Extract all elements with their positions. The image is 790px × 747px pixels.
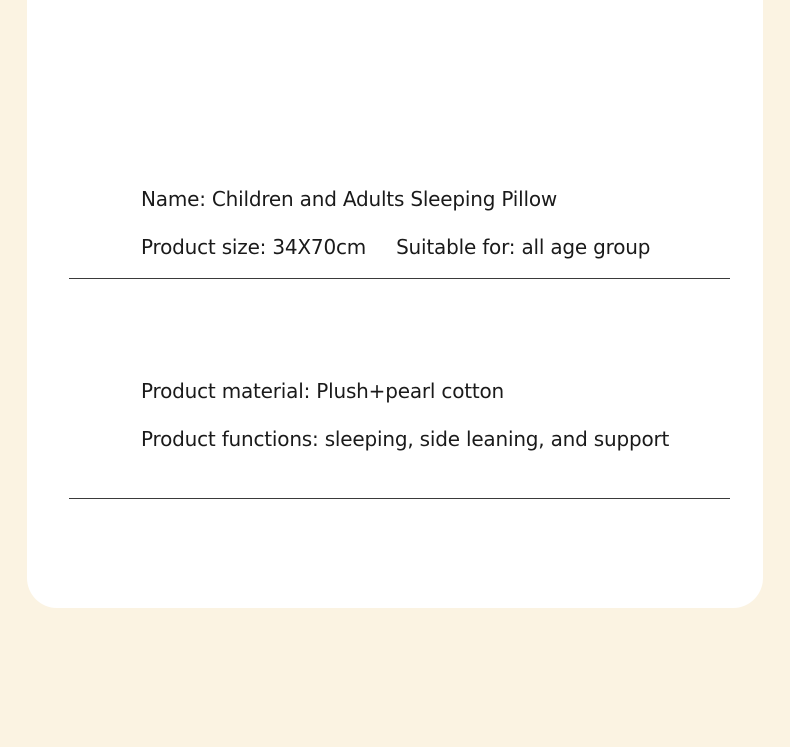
- suitable-for: Suitable for: all age group: [396, 235, 651, 259]
- info-card: [27, 0, 763, 608]
- product-material: Product material: Plush+pearl cotton: [141, 379, 505, 403]
- product-functions: Product functions: sleeping, side leaning, and support: [141, 427, 670, 451]
- size-suitable-row: [141, 235, 650, 259]
- product-size: Product size: 34X70cm: [141, 235, 367, 259]
- divider-top: [69, 278, 730, 279]
- divider-bottom: [69, 498, 730, 499]
- product-name: Name: Children and Adults Sleeping Pillow: [141, 187, 558, 211]
